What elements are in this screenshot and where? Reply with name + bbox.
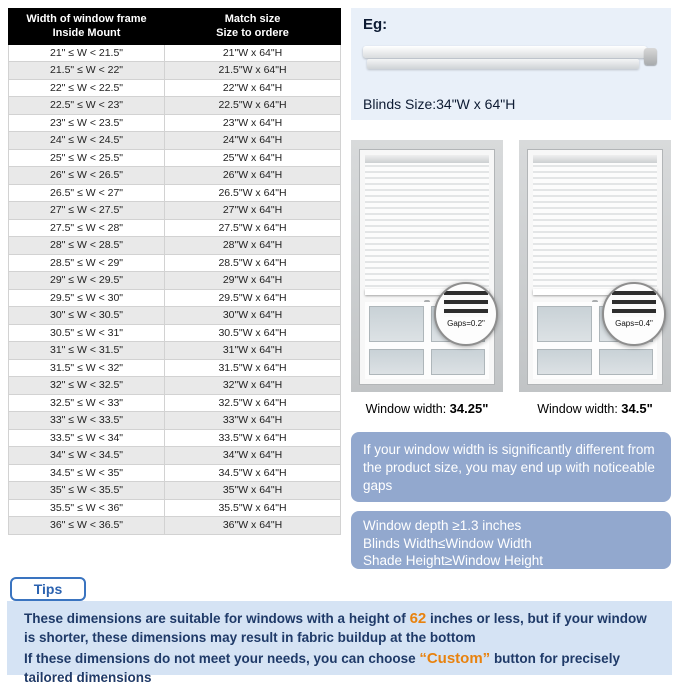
table-row	[9, 482, 341, 500]
width-range-cell: 30" ≤ W < 30.5"	[9, 307, 165, 325]
match-size-cell: 30"W x 64"H	[165, 307, 341, 325]
window-frame	[528, 150, 662, 384]
match-size-cell: 25"W x 64"H	[165, 149, 341, 167]
match-size-cell: 32"W x 64"H	[165, 377, 341, 395]
blinds-size-label: Blinds Size:34"W x 64"H	[363, 96, 516, 112]
table-row	[9, 429, 341, 447]
match-size-cell: 29"W x 64"H	[165, 272, 341, 290]
match-size-cell: 26.5"W x 64"H	[165, 184, 341, 202]
width-range-cell: 36" ≤ W < 36.5"	[9, 517, 165, 535]
match-size-cell: 28.5"W x 64"H	[165, 254, 341, 272]
match-size-cell: 29.5"W x 64"H	[165, 289, 341, 307]
match-size-cell: 34.5"W x 64"H	[165, 464, 341, 482]
match-size-cell: 31.5"W x 64"H	[165, 359, 341, 377]
width-range-cell: 26" ≤ W < 26.5"	[9, 167, 165, 185]
window-figure-left	[351, 140, 503, 416]
gap-magnifier	[434, 282, 498, 346]
col-header-match-size: Match size Size to ordere	[165, 9, 341, 45]
requirement-depth: Window depth ≥1.3 inches	[363, 518, 522, 533]
match-size-cell: 35"W x 64"H	[165, 482, 341, 500]
table-row	[9, 114, 341, 132]
width-range-cell: 21.5" ≤ W < 22"	[9, 62, 165, 80]
table-row	[9, 132, 341, 150]
width-range-cell: 25" ≤ W < 25.5"	[9, 149, 165, 167]
window-width-caption: Window width: 34.25"	[365, 401, 489, 416]
table-row	[9, 167, 341, 185]
table-row	[9, 464, 341, 482]
width-range-cell: 27" ≤ W < 27.5"	[9, 202, 165, 220]
table-row	[9, 447, 341, 465]
width-range-cell: 35.5" ≤ W < 36"	[9, 499, 165, 517]
width-range-cell: 22.5" ≤ W < 23"	[9, 97, 165, 115]
table-header-row	[9, 9, 341, 45]
match-size-cell: 27.5"W x 64"H	[165, 219, 341, 237]
match-size-cell: 33.5"W x 64"H	[165, 429, 341, 447]
highlight-custom: “Custom”	[419, 650, 491, 668]
col-header-window-width: Width of window frame Inside Mount	[9, 9, 165, 45]
match-size-cell: 22.5"W x 64"H	[165, 97, 341, 115]
width-range-cell: 30.5" ≤ W < 31"	[9, 324, 165, 342]
width-range-cell: 35" ≤ W < 35.5"	[9, 482, 165, 500]
width-range-cell: 34.5" ≤ W < 35"	[9, 464, 165, 482]
width-range-cell: 24" ≤ W < 24.5"	[9, 132, 165, 150]
width-range-cell: 23" ≤ W < 23.5"	[9, 114, 165, 132]
table-row	[9, 359, 341, 377]
table-row	[9, 412, 341, 430]
width-range-cell: 27.5" ≤ W < 28"	[9, 219, 165, 237]
match-size-cell: 33"W x 64"H	[165, 412, 341, 430]
gap-label: Gaps=0.2"	[447, 319, 485, 328]
width-range-cell: 29" ≤ W < 29.5"	[9, 272, 165, 290]
table-row	[9, 184, 341, 202]
width-range-cell: 29.5" ≤ W < 30"	[9, 289, 165, 307]
example-label: Eg:	[363, 16, 388, 33]
match-size-cell: 34"W x 64"H	[165, 447, 341, 465]
table-row	[9, 149, 341, 167]
width-range-cell: 31" ≤ W < 31.5"	[9, 342, 165, 360]
table-row	[9, 202, 341, 220]
cellular-shade	[365, 155, 489, 295]
gap-label: Gaps=0.4"	[615, 319, 653, 328]
table-row	[9, 79, 341, 97]
size-chart-table	[8, 8, 341, 535]
match-size-cell: 27"W x 64"H	[165, 202, 341, 220]
window-photo	[519, 140, 671, 392]
match-size-cell: 23"W x 64"H	[165, 114, 341, 132]
table-row	[9, 307, 341, 325]
table-row	[9, 499, 341, 517]
match-size-cell: 26"W x 64"H	[165, 167, 341, 185]
window-photo	[351, 140, 503, 392]
blinds-rod-illustration	[363, 44, 657, 80]
table-row	[9, 237, 341, 255]
width-range-cell: 34" ≤ W < 34.5"	[9, 447, 165, 465]
width-range-cell: 26.5" ≤ W < 27"	[9, 184, 165, 202]
table-row	[9, 272, 341, 290]
table-row	[9, 324, 341, 342]
gap-warning-note: If your window width is significantly different from the product size, you may end up with noticeable gaps	[351, 432, 671, 502]
match-size-cell: 32.5"W x 64"H	[165, 394, 341, 412]
window-frame	[360, 150, 494, 384]
match-size-cell: 28"W x 64"H	[165, 237, 341, 255]
cellular-shade	[533, 155, 657, 295]
blinds-headrail	[363, 46, 647, 58]
width-range-cell: 31.5" ≤ W < 32"	[9, 359, 165, 377]
table-row	[9, 62, 341, 80]
width-range-cell: 28.5" ≤ W < 29"	[9, 254, 165, 272]
gap-zoom-stripes	[612, 291, 656, 317]
tips-box	[7, 601, 672, 685]
example-box	[351, 8, 671, 120]
tips-badge: Tips	[10, 577, 86, 601]
requirement-width: Blinds Width≤Window Width	[363, 535, 532, 551]
requirement-height: Shade Height≥Window Height	[363, 553, 544, 569]
highlight-62: 62	[409, 610, 427, 627]
window-figure-right	[519, 140, 671, 416]
table-row	[9, 517, 341, 535]
table-row	[9, 44, 341, 62]
table-row	[9, 289, 341, 307]
table-row	[9, 219, 341, 237]
width-range-cell: 32" ≤ W < 32.5"	[9, 377, 165, 395]
tips-paragraph-custom: If these dimensions do not meet your needs, you can choose “Custom” button for precisely tailored dimensions	[24, 650, 620, 685]
width-range-cell: 32.5" ≤ W < 33"	[9, 394, 165, 412]
match-size-cell: 35.5"W x 64"H	[165, 499, 341, 517]
blinds-slat	[367, 59, 639, 69]
window-width-caption: Window width: 34.5"	[537, 401, 653, 416]
width-range-cell: 21" ≤ W < 21.5"	[9, 44, 165, 62]
match-size-cell: 21.5"W x 64"H	[165, 62, 341, 80]
gap-magnifier	[602, 282, 666, 346]
match-size-cell: 36"W x 64"H	[165, 517, 341, 535]
table-row	[9, 394, 341, 412]
match-size-cell: 31"W x 64"H	[165, 342, 341, 360]
tips-paragraph-height: These dimensions are suitable for windows with a height of 62 inches or less, but if your window is shorter, these dimensions may result in fabric buildup at the bottom	[24, 610, 647, 645]
table-row	[9, 254, 341, 272]
width-range-cell: 33" ≤ W < 33.5"	[9, 412, 165, 430]
table-row	[9, 342, 341, 360]
width-range-cell: 28" ≤ W < 28.5"	[9, 237, 165, 255]
width-range-cell: 22" ≤ W < 22.5"	[9, 79, 165, 97]
table-row	[9, 97, 341, 115]
window-comparison	[351, 140, 671, 416]
match-size-cell: 21"W x 64"H	[165, 44, 341, 62]
match-size-cell: 22"W x 64"H	[165, 79, 341, 97]
width-range-cell: 33.5" ≤ W < 34"	[9, 429, 165, 447]
table-row	[9, 377, 341, 395]
requirements-note	[351, 511, 671, 569]
match-size-cell: 24"W x 64"H	[165, 132, 341, 150]
blinds-rod-end-plug	[644, 48, 657, 65]
gap-zoom-stripes	[444, 291, 488, 317]
match-size-cell: 30.5"W x 64"H	[165, 324, 341, 342]
